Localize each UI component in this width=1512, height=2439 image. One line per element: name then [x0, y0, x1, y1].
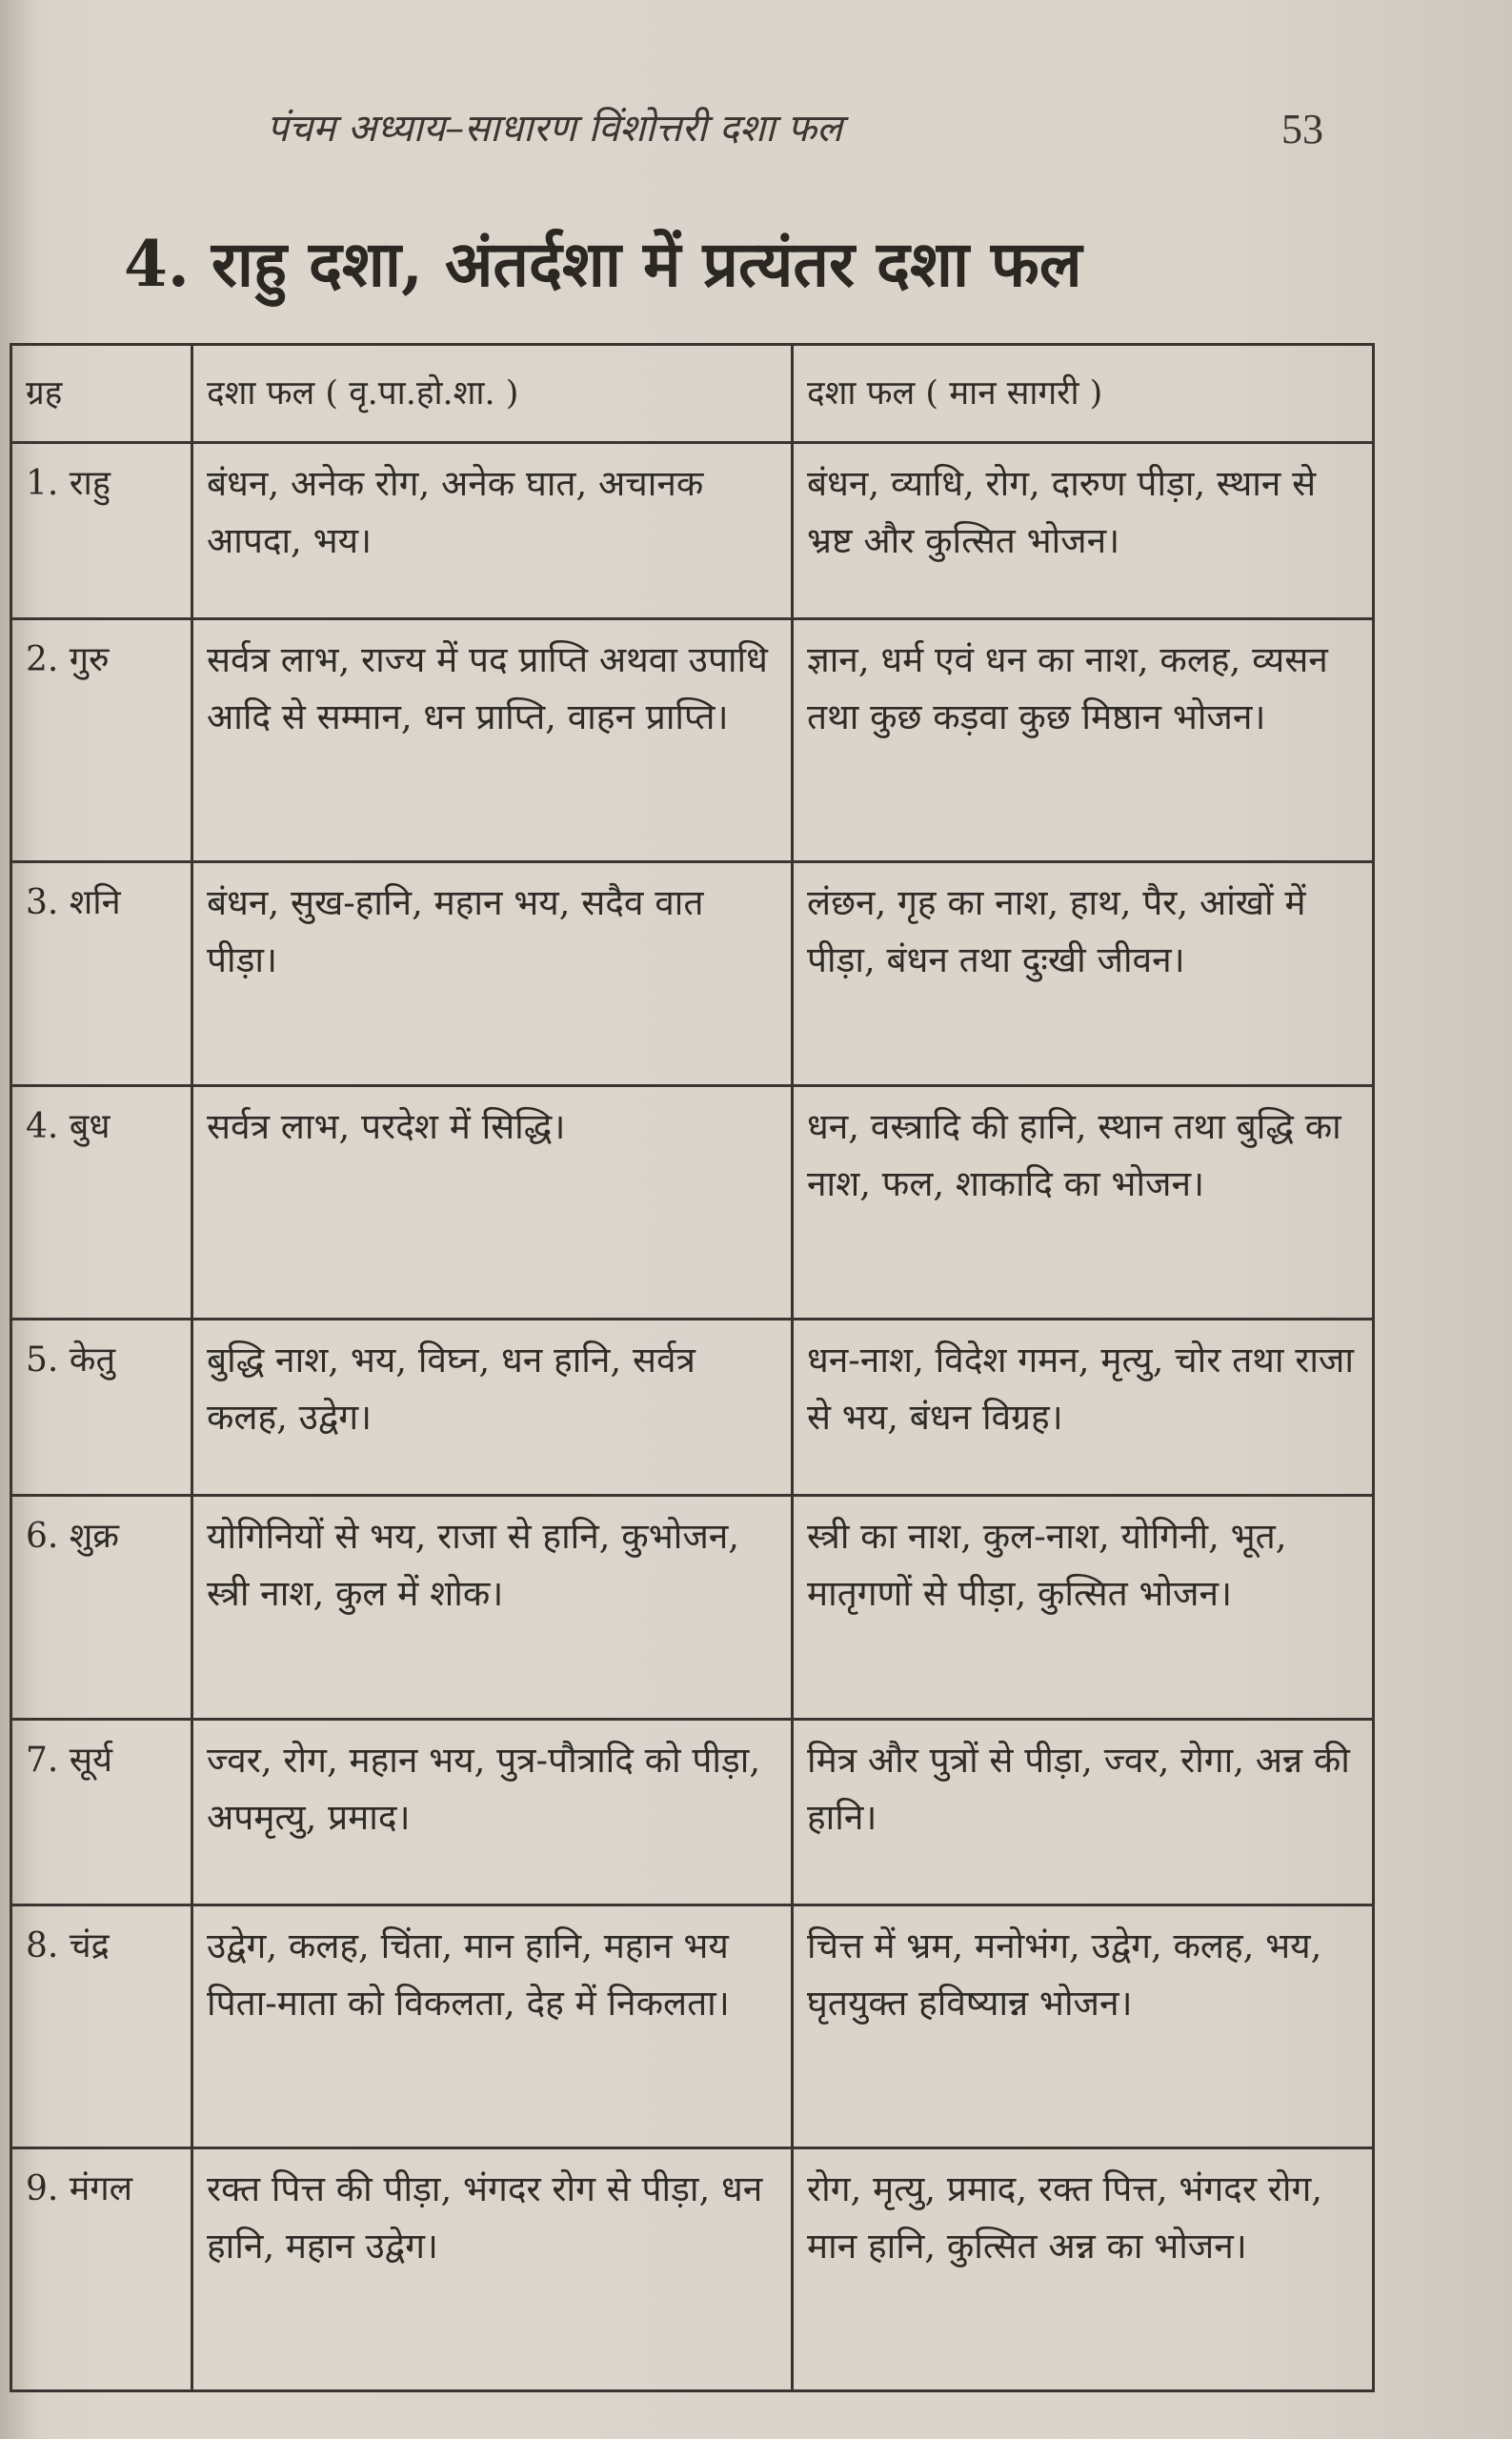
mansagari-result-cell: धन, वस्त्रादि की हानि, स्थान तथा बुद्धि का नाश, फल, शाकादि का भोजन। — [793, 1086, 1374, 1320]
brihat-result-cell: रक्त पित्त की पीड़ा, भंगदर रोग से पीड़ा, धन हानि, महान उद्वेग। — [192, 2148, 793, 2391]
planet-cell: 7. सूर्य — [11, 1720, 192, 1905]
mansagari-result-cell: रोग, मृत्यु, प्रमाद, रक्त पित्त, भंगदर रोग, मान हानि, कुत्सित अन्न का भोजन। — [793, 2148, 1374, 2391]
brihat-result-cell: बुद्धि नाश, भय, विघ्न, धन हानि, सर्वत्र कलह, उद्वेग। — [192, 1320, 793, 1496]
section-title: 4. राहु दशा, अंतर्दशा में प्रत्यंतर दशा फल — [124, 227, 1082, 301]
running-head: पंचम अध्याय–साधारण विंशोत्तरी दशा फल — [267, 107, 843, 151]
table-row — [11, 619, 1374, 862]
planet-cell: 5. केतु — [11, 1320, 192, 1496]
brihat-result-cell: बंधन, अनेक रोग, अनेक घात, अचानक आपदा, भय। — [192, 443, 793, 619]
brihat-result-cell: ज्वर, रोग, महान भय, पुत्र-पौत्रादि को पीड़ा, अपमृत्यु, प्रमाद। — [192, 1720, 793, 1905]
planet-cell: 3. शनि — [11, 862, 192, 1086]
table-row — [11, 1720, 1374, 1905]
planet-cell: 4. बुध — [11, 1086, 192, 1320]
planet-cell: 6. शुक्र — [11, 1496, 192, 1720]
planet-cell: 8. चंद्र — [11, 1905, 192, 2148]
table-row — [11, 443, 1374, 619]
mansagari-result-cell: लंछन, गृह का नाश, हाथ, पैर, आंखों में पीड़ा, बंधन तथा दुःखी जीवन। — [793, 862, 1374, 1086]
mansagari-result-cell: बंधन, व्याधि, रोग, दारुण पीड़ा, स्थान से भ्रष्ट और कुत्सित भोजन। — [793, 443, 1374, 619]
brihat-result-cell: सर्वत्र लाभ, परदेश में सिद्धि। — [192, 1086, 793, 1320]
table-row — [11, 1496, 1374, 1720]
mansagari-result-cell: चित्त में भ्रम, मनोभंग, उद्वेग, कलह, भय, घृतयुक्त हविष्यान्न भोजन। — [793, 1905, 1374, 2148]
brihat-result-cell: उद्वेग, कलह, चिंता, मान हानि, महान भय पिता-माता को विकलता, देह में निकलता। — [192, 1905, 793, 2148]
table-row — [11, 2148, 1374, 2391]
mansagari-result-cell: ज्ञान, धर्म एवं धन का नाश, कलह, व्यसन तथा कुछ कड़वा कुछ मिष्ठान भोजन। — [793, 619, 1374, 862]
planet-cell: 2. गुरु — [11, 619, 192, 862]
table-header-row — [11, 345, 1374, 443]
table-row — [11, 1320, 1374, 1496]
mansagari-result-cell: स्त्री का नाश, कुल-नाश, योगिनी, भूत, मातृगणों से पीड़ा, कुत्सित भोजन। — [793, 1496, 1374, 1720]
header-mansagari: दशा फल ( मान सागरी ) — [793, 345, 1374, 443]
brihat-result-cell: बंधन, सुख-हानि, महान भय, सदैव वात पीड़ा। — [192, 862, 793, 1086]
dasha-phal-table — [10, 343, 1375, 2392]
table-row — [11, 1086, 1374, 1320]
brihat-result-cell: सर्वत्र लाभ, राज्य में पद प्राप्ति अथवा उपाधि आदि से सम्मान, धन प्राप्ति, वाहन प्राप्ति। — [192, 619, 793, 862]
mansagari-result-cell: धन-नाश, विदेश गमन, मृत्यु, चोर तथा राजा से भय, बंधन विग्रह। — [793, 1320, 1374, 1496]
planet-cell: 9. मंगल — [11, 2148, 192, 2391]
mansagari-result-cell: मित्र और पुत्रों से पीड़ा, ज्वर, रोगा, अन्न की हानि। — [793, 1720, 1374, 1905]
brihat-result-cell: योगिनियों से भय, राजा से हानि, कुभोजन, स्त्री नाश, कुल में शोक। — [192, 1496, 793, 1720]
table-row — [11, 862, 1374, 1086]
header-brihat-parashar: दशा फल ( वृ.पा.हो.शा. ) — [192, 345, 793, 443]
table-row — [11, 1905, 1374, 2148]
header-planet: ग्रह — [11, 345, 192, 443]
planet-cell: 1. राहु — [11, 443, 192, 619]
page-number: 53 — [1281, 106, 1323, 152]
